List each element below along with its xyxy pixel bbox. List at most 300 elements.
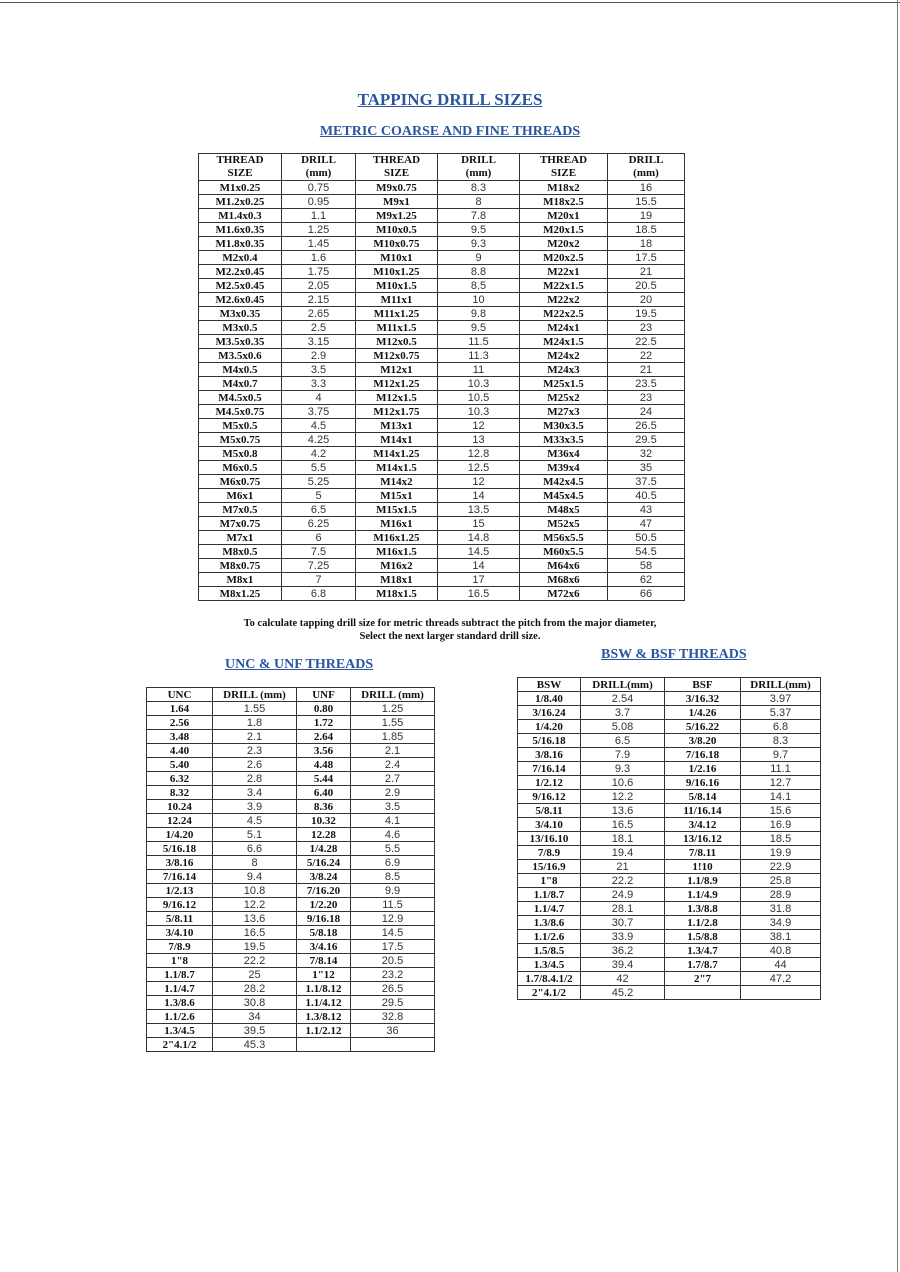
thread-size-cell: M36x4 <box>520 447 608 461</box>
table-row <box>199 363 685 377</box>
drill-size-cell: 5 <box>282 489 356 503</box>
drill-size-cell: 44 <box>741 958 821 972</box>
thread-size-cell: 12.24 <box>147 814 213 828</box>
table-header-row <box>147 688 435 702</box>
table-row <box>147 702 435 716</box>
thread-size-cell: 2.64 <box>297 730 351 744</box>
table-row <box>518 818 821 832</box>
drill-size-cell: 24.9 <box>581 888 665 902</box>
table-row <box>199 475 685 489</box>
drill-size-cell: 4.6 <box>351 828 435 842</box>
thread-size-cell: 3/8.16 <box>147 856 213 870</box>
table-row <box>199 503 685 517</box>
thread-size-cell: M56x5.5 <box>520 531 608 545</box>
drill-size-cell: 9.3 <box>581 762 665 776</box>
column-header-line: SIZE <box>227 167 253 179</box>
drill-size-cell: 1.25 <box>351 702 435 716</box>
table-row <box>147 730 435 744</box>
drill-size-cell: 4 <box>282 391 356 405</box>
drill-size-cell: 23.2 <box>351 968 435 982</box>
thread-size-cell: M48x5 <box>520 503 608 517</box>
drill-size-cell: 2.6 <box>213 758 297 772</box>
drill-size-cell: 16 <box>608 181 685 195</box>
table-header-row <box>199 154 685 181</box>
drill-size-cell: 7.8 <box>438 209 520 223</box>
thread-size-cell: M12x1.25 <box>356 377 438 391</box>
table-row <box>147 842 435 856</box>
thread-size-cell: M9x1 <box>356 195 438 209</box>
table-row <box>518 888 821 902</box>
thread-size-cell: M9x1.25 <box>356 209 438 223</box>
thread-size-cell: M1.6x0.35 <box>199 223 282 237</box>
table-row <box>199 419 685 433</box>
table-row <box>199 349 685 363</box>
table-row <box>147 786 435 800</box>
thread-size-cell: 9/16.16 <box>665 776 741 790</box>
thread-size-cell: M15x1.5 <box>356 503 438 517</box>
drill-size-cell: 10.3 <box>438 405 520 419</box>
thread-size-cell: M4.5x0.75 <box>199 405 282 419</box>
thread-size-cell: 1.3/8.8 <box>665 902 741 916</box>
drill-size-cell: 13 <box>438 433 520 447</box>
column-header <box>520 154 608 181</box>
drill-size-cell: 40.5 <box>608 489 685 503</box>
column-header-line: DRILL <box>628 154 664 166</box>
thread-size-cell: 3/4.10 <box>147 926 213 940</box>
table-row <box>147 870 435 884</box>
thread-size-cell: 3/4.16 <box>297 940 351 954</box>
drill-size-cell: 16.5 <box>581 818 665 832</box>
drill-size-cell: 31.8 <box>741 902 821 916</box>
drill-size-cell: 37.5 <box>608 475 685 489</box>
column-header-line: THREAD <box>372 154 421 166</box>
drill-size-cell: 12.5 <box>438 461 520 475</box>
column-header-line: DRILL <box>461 154 496 166</box>
thread-size-cell: 1/2.12 <box>518 776 581 790</box>
drill-size-cell: 42 <box>581 972 665 986</box>
thread-size-cell: M10x0.75 <box>356 237 438 251</box>
thread-size-cell: M24x2 <box>520 349 608 363</box>
thread-size-cell: M20x1 <box>520 209 608 223</box>
thread-size-cell: M1.2x0.25 <box>199 195 282 209</box>
thread-size-cell: M10x0.5 <box>356 223 438 237</box>
drill-size-cell: 19.4 <box>581 846 665 860</box>
drill-size-cell: 3.9 <box>213 800 297 814</box>
table-row <box>518 986 821 1000</box>
thread-size-cell: M6x0.75 <box>199 475 282 489</box>
table-row <box>199 237 685 251</box>
thread-size-cell: M22x1 <box>520 265 608 279</box>
thread-size-cell: M39x4 <box>520 461 608 475</box>
thread-size-cell: 2"7 <box>665 972 741 986</box>
drill-size-cell: 3.5 <box>351 800 435 814</box>
thread-size-cell: M2x0.4 <box>199 251 282 265</box>
drill-size-cell: 33.9 <box>581 930 665 944</box>
unc-section-title: UNC & UNF THREADS <box>225 657 374 672</box>
thread-size-cell: M16x1.25 <box>356 531 438 545</box>
thread-size-cell: M2.6x0.45 <box>199 293 282 307</box>
thread-size-cell: 1/4.20 <box>518 720 581 734</box>
drill-size-cell: 38.1 <box>741 930 821 944</box>
drill-size-cell: 17 <box>438 573 520 587</box>
unc-table-body <box>147 702 435 1052</box>
thread-size-cell: M2.2x0.45 <box>199 265 282 279</box>
thread-size-cell: 1/4.20 <box>147 828 213 842</box>
drill-size-cell: 2.15 <box>282 293 356 307</box>
thread-size-cell: M3.5x0.35 <box>199 335 282 349</box>
drill-size-cell: 5.37 <box>741 706 821 720</box>
drill-size-cell: 25.8 <box>741 874 821 888</box>
drill-size-cell: 22 <box>608 349 685 363</box>
drill-size-cell: 1.85 <box>351 730 435 744</box>
drill-size-cell: 13.6 <box>213 912 297 926</box>
drill-size-cell: 12 <box>438 419 520 433</box>
drill-size-cell: 66 <box>608 587 685 601</box>
thread-size-cell: M4x0.7 <box>199 377 282 391</box>
thread-size-cell: M42x4.5 <box>520 475 608 489</box>
table-row <box>199 531 685 545</box>
drill-size-cell: 11 <box>438 363 520 377</box>
drill-size-cell: 35 <box>608 461 685 475</box>
thread-size-cell: 2.56 <box>147 716 213 730</box>
drill-size-cell: 8.8 <box>438 265 520 279</box>
thread-size-cell <box>665 986 741 1000</box>
drill-size-cell: 14.8 <box>438 531 520 545</box>
thread-size-cell: 8.36 <box>297 800 351 814</box>
drill-size-cell: 18.1 <box>581 832 665 846</box>
thread-size-cell: 6.40 <box>297 786 351 800</box>
table-row <box>199 517 685 531</box>
bsw-bsf-table <box>517 677 821 1000</box>
drill-size-cell: 9 <box>438 251 520 265</box>
drill-size-cell: 29.5 <box>351 996 435 1010</box>
table-row <box>147 1010 435 1024</box>
drill-size-cell: 19.5 <box>213 940 297 954</box>
drill-size-cell: 39.4 <box>581 958 665 972</box>
drill-size-cell: 28.9 <box>741 888 821 902</box>
thread-size-cell: M60x5.5 <box>520 545 608 559</box>
bsw-table-header <box>518 678 821 692</box>
drill-size-cell: 25 <box>213 968 297 982</box>
table-row <box>518 706 821 720</box>
column-header <box>608 154 685 181</box>
drill-size-cell: 15.6 <box>741 804 821 818</box>
drill-size-cell: 2.1 <box>213 730 297 744</box>
thread-size-cell: M22x2 <box>520 293 608 307</box>
drill-size-cell: 4.25 <box>282 433 356 447</box>
thread-size-cell: 9/16.18 <box>297 912 351 926</box>
drill-size-cell: 1.25 <box>282 223 356 237</box>
drill-size-cell: 12.9 <box>351 912 435 926</box>
drill-size-cell: 9.9 <box>351 884 435 898</box>
thread-size-cell: M10x1 <box>356 251 438 265</box>
thread-size-cell: 1!10 <box>665 860 741 874</box>
drill-size-cell: 26.5 <box>608 419 685 433</box>
column-header: DRILL(mm) <box>581 678 665 692</box>
table-row <box>518 776 821 790</box>
thread-size-cell: M18x2 <box>520 181 608 195</box>
column-header: DRILL(mm) <box>741 678 821 692</box>
thread-size-cell: M68x6 <box>520 573 608 587</box>
thread-size-cell: 1/4.28 <box>297 842 351 856</box>
drill-size-cell: 7.9 <box>581 748 665 762</box>
thread-size-cell: M20x2 <box>520 237 608 251</box>
thread-size-cell: 1.1/8.9 <box>665 874 741 888</box>
thread-size-cell: 1.3/8.12 <box>297 1010 351 1024</box>
thread-size-cell <box>297 1038 351 1052</box>
drill-size-cell: 22.5 <box>608 335 685 349</box>
table-row <box>518 720 821 734</box>
drill-size-cell: 21 <box>581 860 665 874</box>
thread-size-cell: M7x1 <box>199 531 282 545</box>
drill-size-cell: 10.5 <box>438 391 520 405</box>
drill-size-cell: 20 <box>608 293 685 307</box>
column-header: BSW <box>518 678 581 692</box>
drill-size-cell: 1.55 <box>351 716 435 730</box>
drill-size-cell: 2.5 <box>282 321 356 335</box>
thread-size-cell: M16x1.5 <box>356 545 438 559</box>
column-header: DRILL (mm) <box>351 688 435 702</box>
thread-size-cell: M3.5x0.6 <box>199 349 282 363</box>
thread-size-cell: 1.64 <box>147 702 213 716</box>
drill-size-cell: 36.2 <box>581 944 665 958</box>
drill-size-cell: 10.8 <box>213 884 297 898</box>
thread-size-cell: 1.1/4.7 <box>147 982 213 996</box>
drill-size-cell: 9.3 <box>438 237 520 251</box>
thread-size-cell: M45x4.5 <box>520 489 608 503</box>
thread-size-cell: M1x0.25 <box>199 181 282 195</box>
drill-size-cell: 23 <box>608 391 685 405</box>
bsw-section-title: BSW & BSF THREADS <box>601 647 747 662</box>
thread-size-cell: M22x2.5 <box>520 307 608 321</box>
drill-size-cell: 18.5 <box>741 832 821 846</box>
table-row <box>147 1024 435 1038</box>
drill-size-cell: 28.2 <box>213 982 297 996</box>
thread-size-cell: 3/8.16 <box>518 748 581 762</box>
drill-size-cell: 2.7 <box>351 772 435 786</box>
thread-size-cell: 1.1/4.7 <box>518 902 581 916</box>
drill-size-cell: 8.3 <box>438 181 520 195</box>
thread-size-cell: M25x1.5 <box>520 377 608 391</box>
top-rule <box>0 2 900 3</box>
thread-size-cell: 1/2.20 <box>297 898 351 912</box>
thread-size-cell: M64x6 <box>520 559 608 573</box>
table-row <box>147 912 435 926</box>
drill-size-cell: 4.1 <box>351 814 435 828</box>
drill-size-cell: 6.8 <box>282 587 356 601</box>
table-row <box>147 800 435 814</box>
drill-size-cell: 0.95 <box>282 195 356 209</box>
thread-size-cell: 3/16.32 <box>665 692 741 706</box>
thread-size-cell: M4.5x0.5 <box>199 391 282 405</box>
thread-size-cell: 4.48 <box>297 758 351 772</box>
drill-size-cell: 21 <box>608 265 685 279</box>
thread-size-cell: 1.3/8.6 <box>518 916 581 930</box>
thread-size-cell: M8x0.75 <box>199 559 282 573</box>
table-row <box>518 846 821 860</box>
thread-size-cell: M25x2 <box>520 391 608 405</box>
thread-size-cell: M12x0.5 <box>356 335 438 349</box>
thread-size-cell: M11x1 <box>356 293 438 307</box>
table-row <box>147 856 435 870</box>
drill-size-cell: 5.08 <box>581 720 665 734</box>
thread-size-cell: 1.1/8.7 <box>147 968 213 982</box>
drill-size-cell: 23.5 <box>608 377 685 391</box>
drill-size-cell: 14.5 <box>351 926 435 940</box>
thread-size-cell: 1.72 <box>297 716 351 730</box>
table-row <box>518 930 821 944</box>
column-header: UNC <box>147 688 213 702</box>
thread-size-cell: 10.32 <box>297 814 351 828</box>
table-row <box>518 748 821 762</box>
thread-size-cell: 3/4.12 <box>665 818 741 832</box>
drill-size-cell: 43 <box>608 503 685 517</box>
table-row <box>147 982 435 996</box>
thread-size-cell: 6.32 <box>147 772 213 786</box>
drill-size-cell: 3.75 <box>282 405 356 419</box>
drill-size-cell: 26.5 <box>351 982 435 996</box>
drill-size-cell: 14.5 <box>438 545 520 559</box>
drill-size-cell: 9.4 <box>213 870 297 884</box>
table-row <box>199 279 685 293</box>
drill-size-cell: 4.2 <box>282 447 356 461</box>
drill-size-cell: 22.9 <box>741 860 821 874</box>
drill-size-cell: 24 <box>608 405 685 419</box>
thread-size-cell: 1.5/8.5 <box>518 944 581 958</box>
drill-size-cell: 12.2 <box>581 790 665 804</box>
thread-size-cell: M24x1.5 <box>520 335 608 349</box>
table-row <box>147 744 435 758</box>
thread-size-cell: M6x1 <box>199 489 282 503</box>
drill-size-cell: 12.7 <box>741 776 821 790</box>
drill-size-cell: 5.1 <box>213 828 297 842</box>
drill-size-cell: 2.4 <box>351 758 435 772</box>
thread-size-cell: M52x5 <box>520 517 608 531</box>
drill-size-cell: 7.25 <box>282 559 356 573</box>
table-row <box>199 195 685 209</box>
table-row <box>199 209 685 223</box>
drill-size-cell: 14 <box>438 559 520 573</box>
thread-size-cell: M7x0.5 <box>199 503 282 517</box>
thread-size-cell: 5/16.18 <box>518 734 581 748</box>
table-row <box>518 944 821 958</box>
thread-size-cell: 1/2.13 <box>147 884 213 898</box>
thread-size-cell: 3/16.24 <box>518 706 581 720</box>
drill-size-cell: 11.1 <box>741 762 821 776</box>
column-header-line: SIZE <box>550 167 577 179</box>
thread-size-cell: 7/16.18 <box>665 748 741 762</box>
drill-size-cell: 21 <box>608 363 685 377</box>
table-row <box>147 758 435 772</box>
thread-size-cell: 1.1/8.12 <box>297 982 351 996</box>
thread-size-cell: M11x1.25 <box>356 307 438 321</box>
thread-size-cell: 1.3/8.6 <box>147 996 213 1010</box>
drill-size-cell: 1.1 <box>282 209 356 223</box>
table-row <box>518 692 821 706</box>
drill-size-cell: 22.2 <box>581 874 665 888</box>
drill-size-cell: 2.3 <box>213 744 297 758</box>
thread-size-cell: 2"4.1/2 <box>147 1038 213 1052</box>
thread-size-cell: 7/8.14 <box>297 954 351 968</box>
thread-size-cell: 13/16.12 <box>665 832 741 846</box>
thread-size-cell: M3x0.5 <box>199 321 282 335</box>
thread-size-cell: M22x1.5 <box>520 279 608 293</box>
thread-size-cell: M18x1.5 <box>356 587 438 601</box>
table-row <box>199 545 685 559</box>
table-row <box>199 447 685 461</box>
thread-size-cell: M16x2 <box>356 559 438 573</box>
drill-size-cell: 10.6 <box>581 776 665 790</box>
drill-size-cell: 7 <box>282 573 356 587</box>
drill-size-cell: 16.5 <box>213 926 297 940</box>
drill-size-cell: 1.45 <box>282 237 356 251</box>
thread-size-cell: M24x3 <box>520 363 608 377</box>
drill-size-cell: 8.5 <box>351 870 435 884</box>
thread-size-cell: 1.3/4.5 <box>518 958 581 972</box>
drill-size-cell: 2.9 <box>351 786 435 800</box>
thread-size-cell: 1"8 <box>518 874 581 888</box>
thread-size-cell: 10.24 <box>147 800 213 814</box>
table-row <box>147 828 435 842</box>
drill-size-cell: 10 <box>438 293 520 307</box>
thread-size-cell: 13/16.10 <box>518 832 581 846</box>
thread-size-cell: M15x1 <box>356 489 438 503</box>
drill-size-cell: 11.5 <box>351 898 435 912</box>
thread-size-cell: 7/16.14 <box>147 870 213 884</box>
drill-size-cell: 19 <box>608 209 685 223</box>
column-header-line: THREAD <box>216 154 264 166</box>
drill-size-cell: 22.2 <box>213 954 297 968</box>
table-row <box>199 559 685 573</box>
drill-size-cell: 15.5 <box>608 195 685 209</box>
drill-size-cell: 18 <box>608 237 685 251</box>
thread-size-cell: 5/8.14 <box>665 790 741 804</box>
drill-size-cell: 3.7 <box>581 706 665 720</box>
thread-size-cell: M14x1.25 <box>356 447 438 461</box>
thread-size-cell: 1.7/8.7 <box>665 958 741 972</box>
drill-size-cell: 29.5 <box>608 433 685 447</box>
thread-size-cell: 5/8.11 <box>518 804 581 818</box>
table-row <box>199 251 685 265</box>
table-row <box>199 307 685 321</box>
drill-size-cell: 58 <box>608 559 685 573</box>
thread-size-cell: M5x0.5 <box>199 419 282 433</box>
drill-size-cell: 6.6 <box>213 842 297 856</box>
thread-size-cell: 7/16.14 <box>518 762 581 776</box>
table-row <box>199 181 685 195</box>
table-row <box>518 734 821 748</box>
column-header-line: (mm) <box>305 167 332 179</box>
table-row <box>199 321 685 335</box>
thread-size-cell: 1/2.16 <box>665 762 741 776</box>
metric-threads-table <box>198 153 685 601</box>
thread-size-cell: 1.1/4.9 <box>665 888 741 902</box>
table-row <box>518 790 821 804</box>
drill-size-cell: 8.5 <box>438 279 520 293</box>
column-header: BSF <box>665 678 741 692</box>
thread-size-cell: 1.1/2.12 <box>297 1024 351 1038</box>
drill-size-cell: 39.5 <box>213 1024 297 1038</box>
thread-size-cell: 1.1/2.6 <box>147 1010 213 1024</box>
thread-size-cell: 5.40 <box>147 758 213 772</box>
table-row <box>147 968 435 982</box>
thread-size-cell: 1.1/2.6 <box>518 930 581 944</box>
thread-size-cell: 3.56 <box>297 744 351 758</box>
thread-size-cell: M5x0.8 <box>199 447 282 461</box>
table-row <box>518 916 821 930</box>
thread-size-cell: 3.48 <box>147 730 213 744</box>
thread-size-cell: M14x2 <box>356 475 438 489</box>
